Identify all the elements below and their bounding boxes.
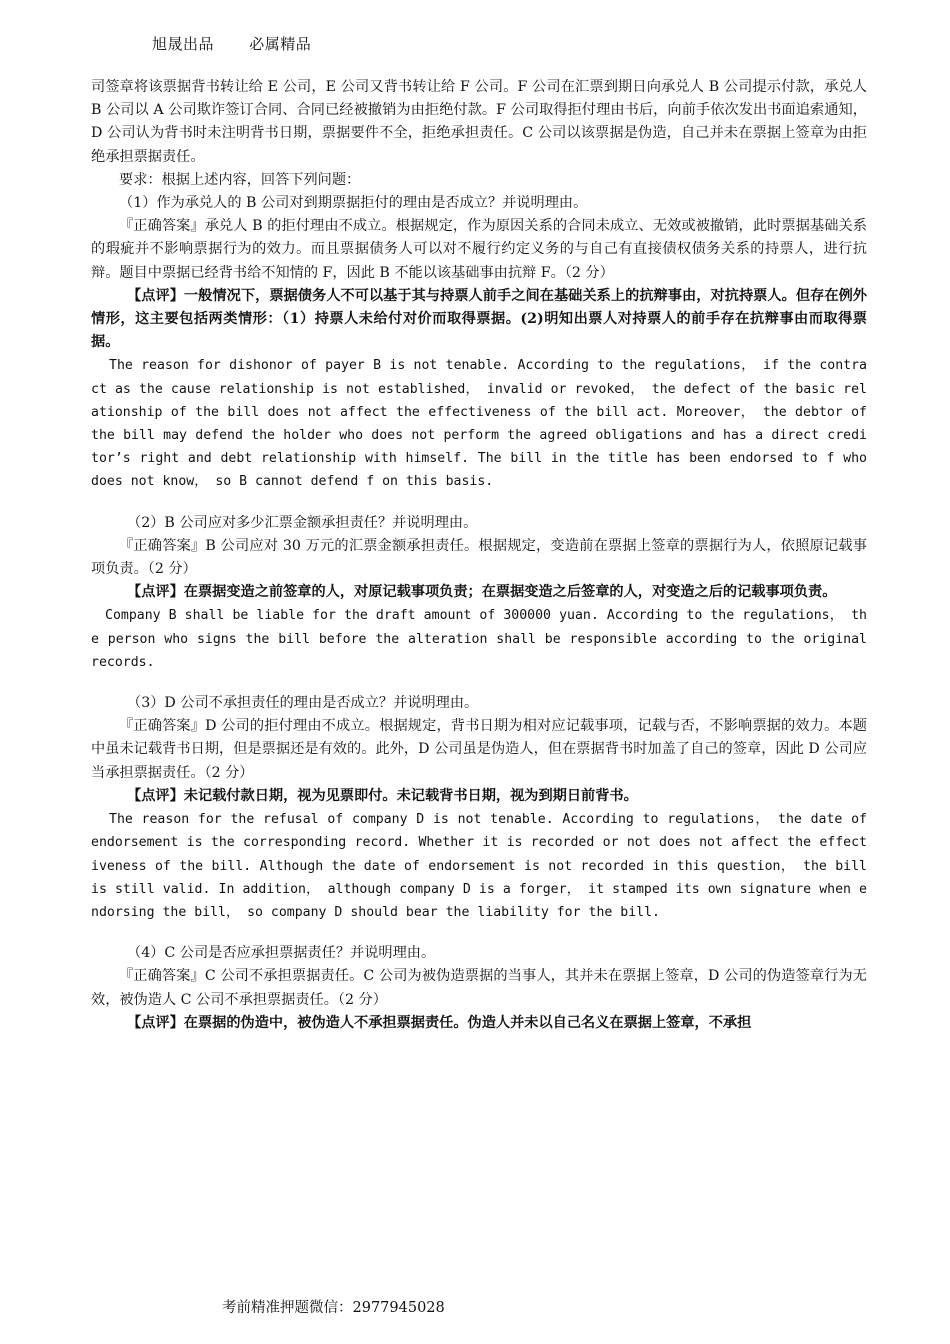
answer-3: 『正确答案』D 公司的拒付理由不成立。根据规定，背书日期为相对应记载事项，记载与否，不影响票据的效力。本题中虽未记载背书日期，但是票据还是有效的。此外，D 公司虽是伪造人，但在票据背书时加盖了自己的签章，因此 D 公司应当承担票据责任。（2 分）	[91, 718, 867, 781]
requirement-line: 要求：根据上述内容，回答下列问题：	[119, 171, 361, 188]
header-brand-right: 必属精品	[249, 35, 312, 53]
answer-4: 『正确答案』C 公司不承担票据责任。C 公司为被伪造票据的当事人，其并未在票据上签章，D 公司的伪造签章行为无效，被伪造人 C 公司不承担票据责任。（2 分）	[91, 968, 867, 1008]
header-brand-left: 旭晟出品	[152, 35, 215, 53]
comment-1: 【点评】一般情况下，票据债务人不可以基于其与持票人前手之间在基础关系上的抗辩事由，对抗持票人。但存在例外情形，这主要包括两类情形：（1）持票人未给付对价而取得票据。(2)明知出票人对持票人的前手存在抗辩事由而取得票据。	[91, 287, 867, 351]
document-body	[91, 76, 867, 1035]
english-1: The reason for dishonor of payer B is not tenable. According to the regulations， if the contract as the cause relationship is not established， invalid or revoked， the defect of the basic relationship of the bill does not affect the effectiveness of the bill act. Moreover， the debtor of the bill may defend the holder who does not perform the agreed obligations and has a direct creditor’s right and debt relationship with himself. The bill in the title has been endorsed to f who does not know， so B cannot defend f on this basis.	[91, 358, 867, 490]
comment-4: 【点评】在票据的伪造中，被伪造人不承担票据责任。伪造人并未以自己名义在票据上签章，不承担	[127, 1014, 752, 1031]
comment-2: 【点评】在票据变造之前签章的人，对原记载事项负责；在票据变造之后签章的人，对变造之后的记载事项负责。	[127, 584, 837, 601]
question-3: （3）D 公司不承担责任的理由是否成立？并说明理由。	[127, 695, 479, 712]
english-2: Company B shall be liable for the draft amount of 300000 yuan. According to the regulations， the person who signs the bill before the alteration shall be responsible according to the original records.	[91, 608, 867, 670]
question-2: （2）B 公司应对多少汇票金额承担责任？并说明理由。	[127, 514, 478, 531]
page-footer: 考前精准押题微信：2977945028	[222, 1300, 445, 1316]
answer-2: 『正确答案』B 公司应对 30 万元的汇票金额承担责任。根据规定，变造前在票据上签章的票据行为人，依照原记载事项负责。（2 分）	[91, 537, 867, 578]
comment-3: 【点评】未记载付款日期，视为见票即付。未记载背书日期，视为到期日前背书。	[127, 787, 638, 804]
question-4: （4）C 公司是否应承担票据责任？并说明理由。	[127, 945, 436, 962]
question-1: （1）作为承兑人的 B 公司对到期票据拒付的理由是否成立？并说明理由。	[119, 195, 588, 212]
answer-1: 『正确答案』承兑人 B 的拒付理由不成立。根据规定，作为原因关系的合同未成立、无效或被撤销，此时票据基础关系的瑕疵并不影响票据行为的效力。而且票据债务人可以对不履行约定义务的与自己有直接债权债务关系的持票人，进行抗辩。题目中票据已经背书给不知情的 F，因此 B 不能以该基础事由抗辩 F。（2 分）	[91, 218, 867, 281]
case-text-continued: 司签章将该票据背书转让给 E 公司，E 公司又背书转让给 F 公司。F 公司在汇票到期日向承兑人 B 公司提示付款，承兑人 B 公司以 A 公司欺诈签订合同、合同已经被撤销为由拒绝付款。F 公司取得拒付理由书后，向前手依次发出书面追索通知，D 公司认为背书时未注明背书日期，票据要件不全，拒绝承担责任。C 公司以该票据是伪造，自己并未在票据上签章为由拒绝承担票据责任。	[91, 79, 867, 165]
english-3: The reason for the refusal of company D is not tenable. According to regulations， the date of endorsement is the corresponding record. Whether it is recorded or not does not affect the effectiveness of the bill. Although the date of endorsement is not recorded in this question， the bill is still valid. In addition， although company D is a forger， it stamped its own signature when endorsing the bill， so company D should bear the liability for the bill.	[91, 812, 867, 920]
page-header	[152, 33, 311, 54]
